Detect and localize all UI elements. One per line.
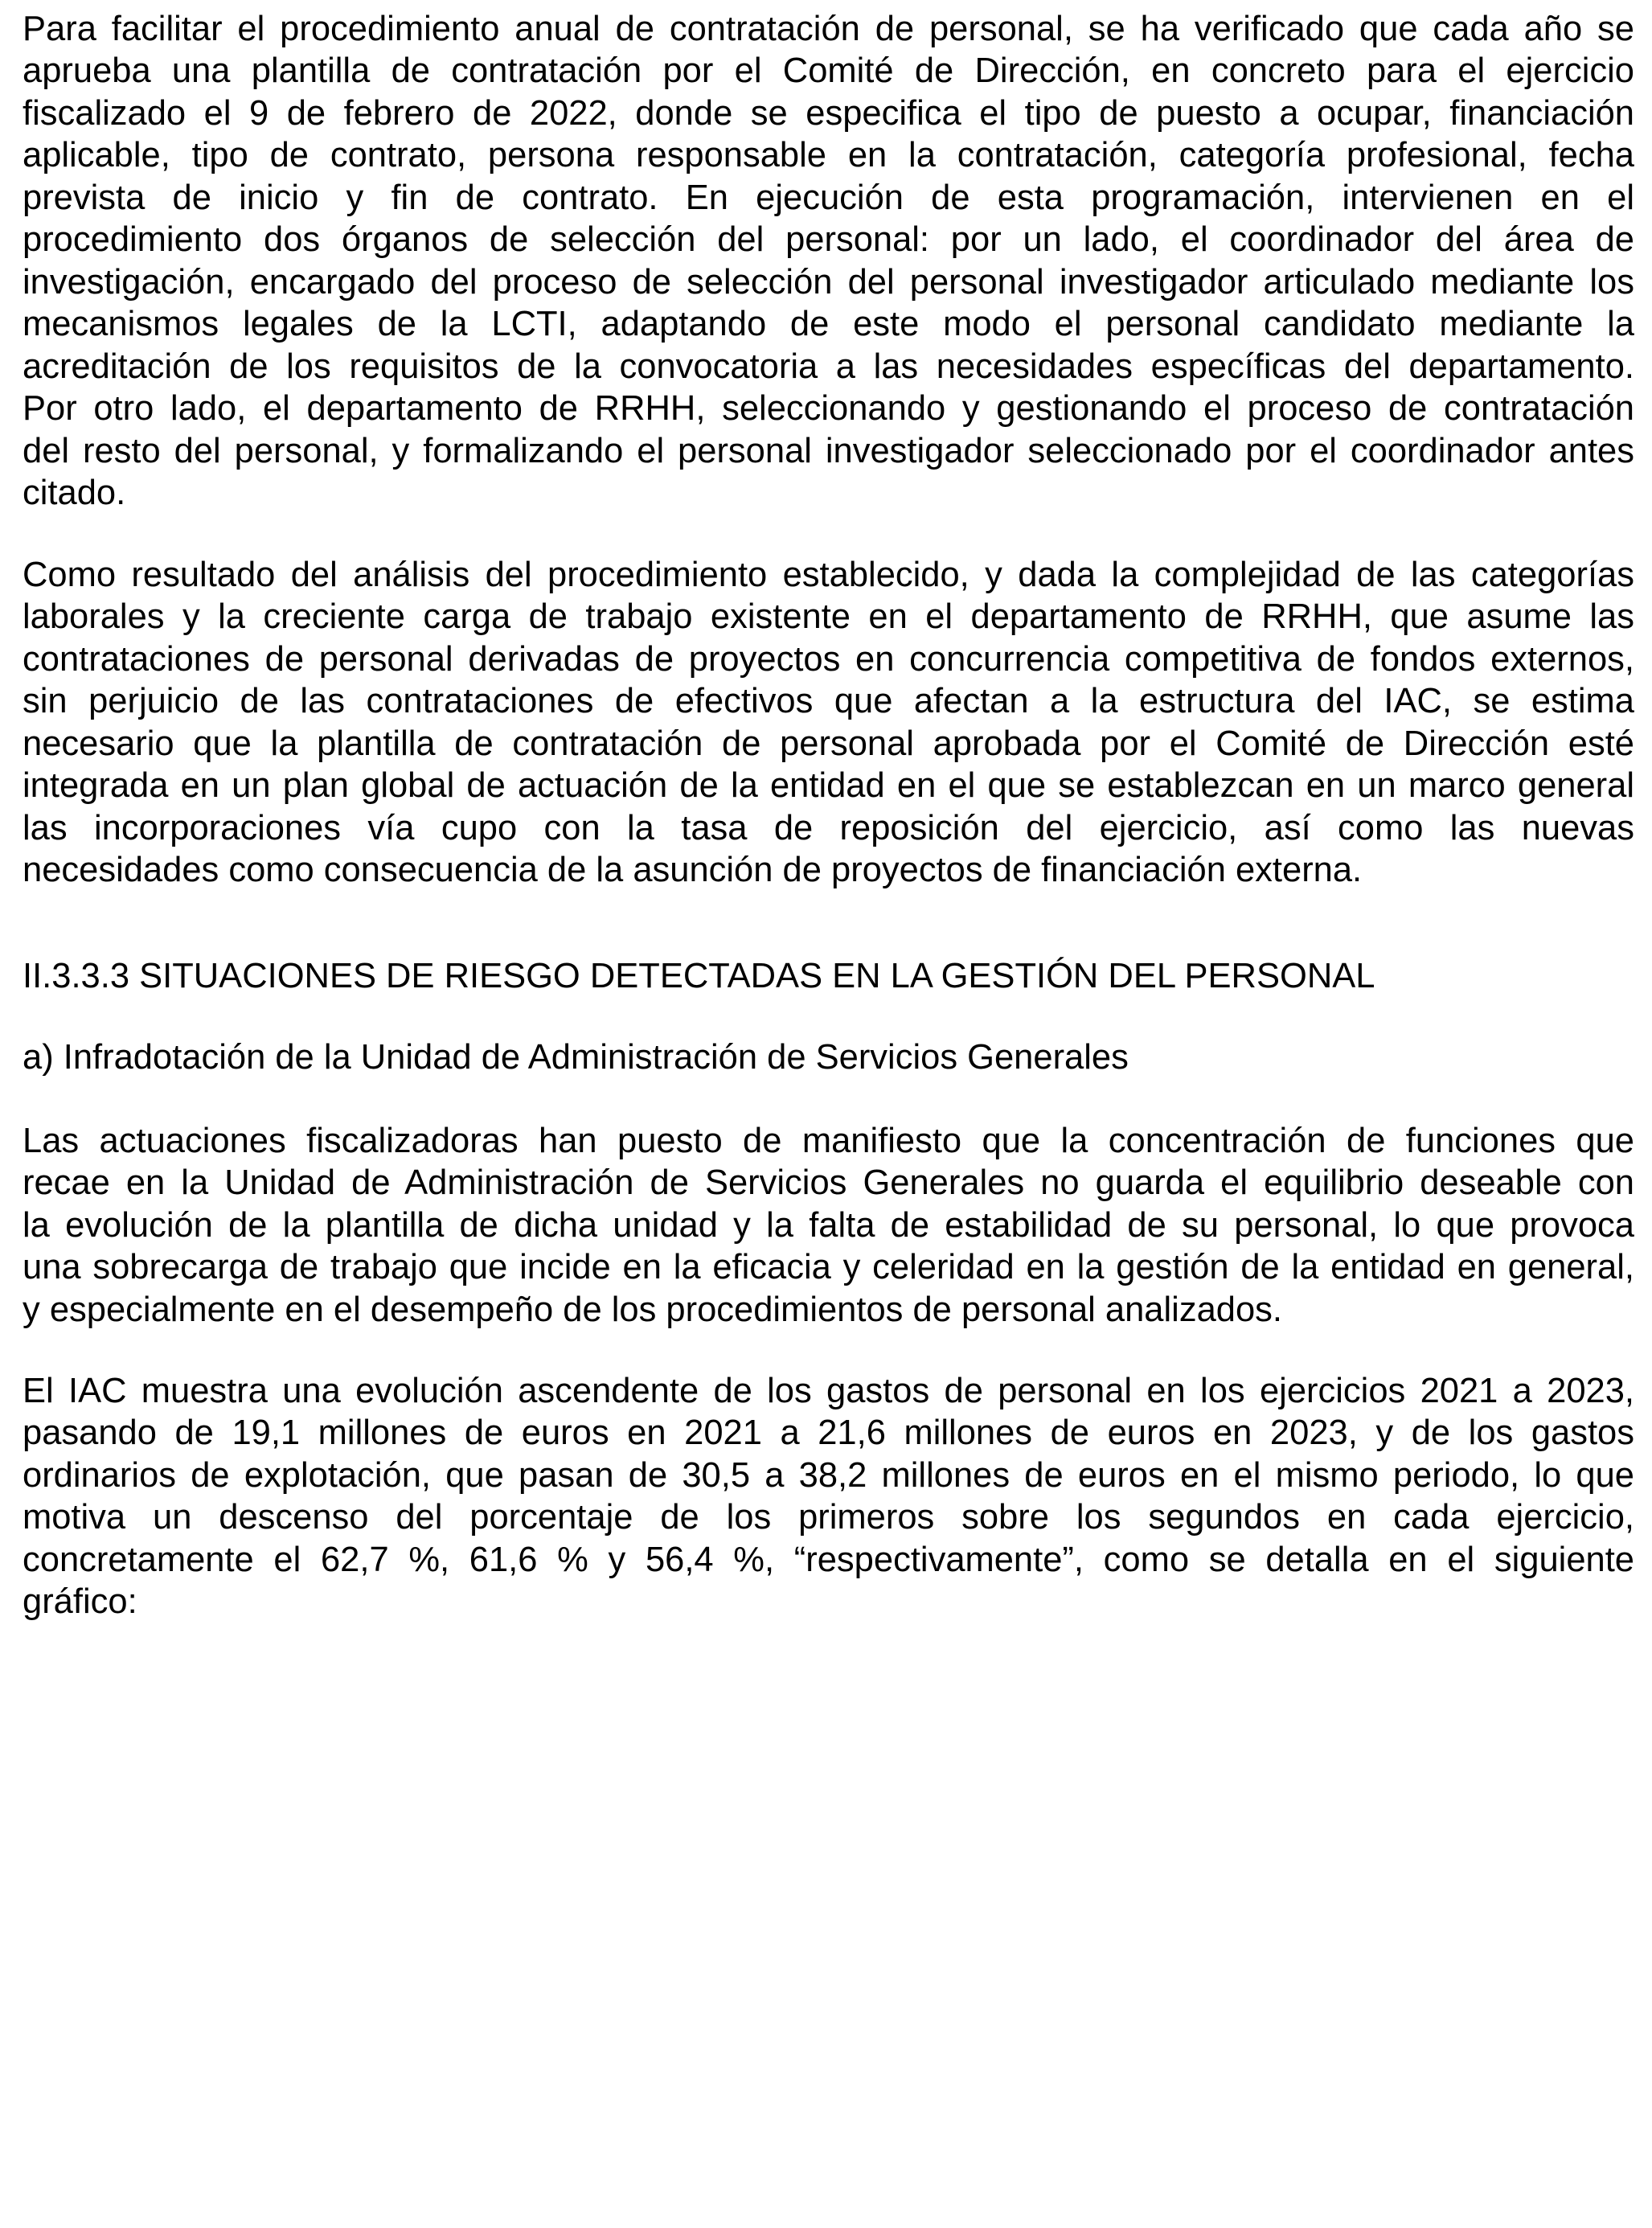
text-line: citado. xyxy=(23,474,126,512)
text-line: laborales y la creciente carga de trabajo existente en el departamento de RRHH, que asume las xyxy=(23,597,1634,636)
text-line: Las actuaciones fiscalizadoras han puesto de manifiesto que la concentración de funciones que xyxy=(23,1122,1634,1160)
text-line: motiva un descenso del porcentaje de los primeros sobre los segundos en cada ejercicio, xyxy=(23,1498,1634,1537)
text-line: gráfico: xyxy=(23,1582,137,1621)
text-line: contrataciones de personal derivadas de proyectos en concurrencia competitiva de fondos externos, xyxy=(23,640,1634,679)
text-line: la evolución de la plantilla de dicha unidad y la falta de estabilidad de su personal, lo que provoca xyxy=(23,1206,1634,1245)
text-line: El IAC muestra una evolución ascendente de los gastos de personal en los ejercicios 2021 a 2023, xyxy=(23,1372,1634,1410)
text-line: aprueba una plantilla de contratación por el Comité de Dirección, en concreto para el ejercicio xyxy=(23,51,1634,90)
text-line: fiscalizado el 9 de febrero de 2022, donde se especifica el tipo de puesto a ocupar, financiación xyxy=(23,94,1634,133)
text-line: las incorporaciones vía cupo con la tasa de reposición del ejercicio, así como las nuevas xyxy=(23,809,1634,847)
text-line: Para facilitar el procedimiento anual de contratación de personal, se ha verificado que cada año se xyxy=(23,10,1634,48)
text-line: concretamente el 62,7 %, 61,6 % y 56,4 %, “respectivamente”, como se detalla en el siguiente xyxy=(23,1541,1634,1579)
text-line: necesidades como consecuencia de la asunción de proyectos de financiación externa. xyxy=(23,851,1363,889)
text-line: investigación, encargado del proceso de selección del personal investigador articulado mediante los xyxy=(23,263,1634,302)
text-line: una sobrecarga de trabajo que incide en la eficacia y celeridad en la gestión de la entidad en general, xyxy=(23,1248,1634,1286)
text-line: ordinarios de explotación, que pasan de 30,5 a 38,2 millones de euros en el mismo periodo, lo que xyxy=(23,1456,1634,1495)
text-line: necesario que la plantilla de contratación de personal aprobada por el Comité de Dirección esté xyxy=(23,724,1634,763)
subsection-heading: a) Infradotación de la Unidad de Administración de Servicios Generales xyxy=(23,1038,1129,1077)
text-line: procedimiento dos órganos de selección del personal: por un lado, el coordinador del área de xyxy=(23,220,1634,259)
text-line: recae en la Unidad de Administración de Servicios Generales no guarda el equilibrio deseable con xyxy=(23,1163,1634,1202)
text-line: sin perjuicio de las contrataciones de efectivos que afectan a la estructura del IAC, se estima xyxy=(23,682,1634,720)
text-line: del resto del personal, y formalizando el personal investigador seleccionado por el coordinador antes xyxy=(23,432,1634,470)
text-line: acreditación de los requisitos de la convocatoria a las necesidades específicas del departamento. xyxy=(23,347,1634,386)
text-line: mecanismos legales de la LCTI, adaptando de este modo el personal candidato mediante la xyxy=(23,305,1634,343)
text-line: y especialmente en el desempeño de los procedimientos de personal analizados. xyxy=(23,1290,1282,1329)
text-line: aplicable, tipo de contrato, persona responsable en la contratación, categoría profesional, fecha xyxy=(23,136,1634,174)
text-line: Por otro lado, el departamento de RRHH, seleccionando y gestionando el proceso de contratación xyxy=(23,389,1634,428)
section-heading: II.3.3.3 SITUACIONES DE RIESGO DETECTADAS EN LA GESTIÓN DEL PERSONAL xyxy=(23,957,1375,995)
text-line: Como resultado del análisis del procedimiento establecido, y dada la complejidad de las categorías xyxy=(23,556,1634,594)
text-line: integrada en un plan global de actuación de la entidad en el que se establezcan en un marco general xyxy=(23,766,1634,805)
text-line: pasando de 19,1 millones de euros en 2021 a 21,6 millones de euros en 2023, y de los gastos xyxy=(23,1414,1634,1452)
text-line: prevista de inicio y fin de contrato. En ejecución de esta programación, intervienen en el xyxy=(23,178,1634,217)
